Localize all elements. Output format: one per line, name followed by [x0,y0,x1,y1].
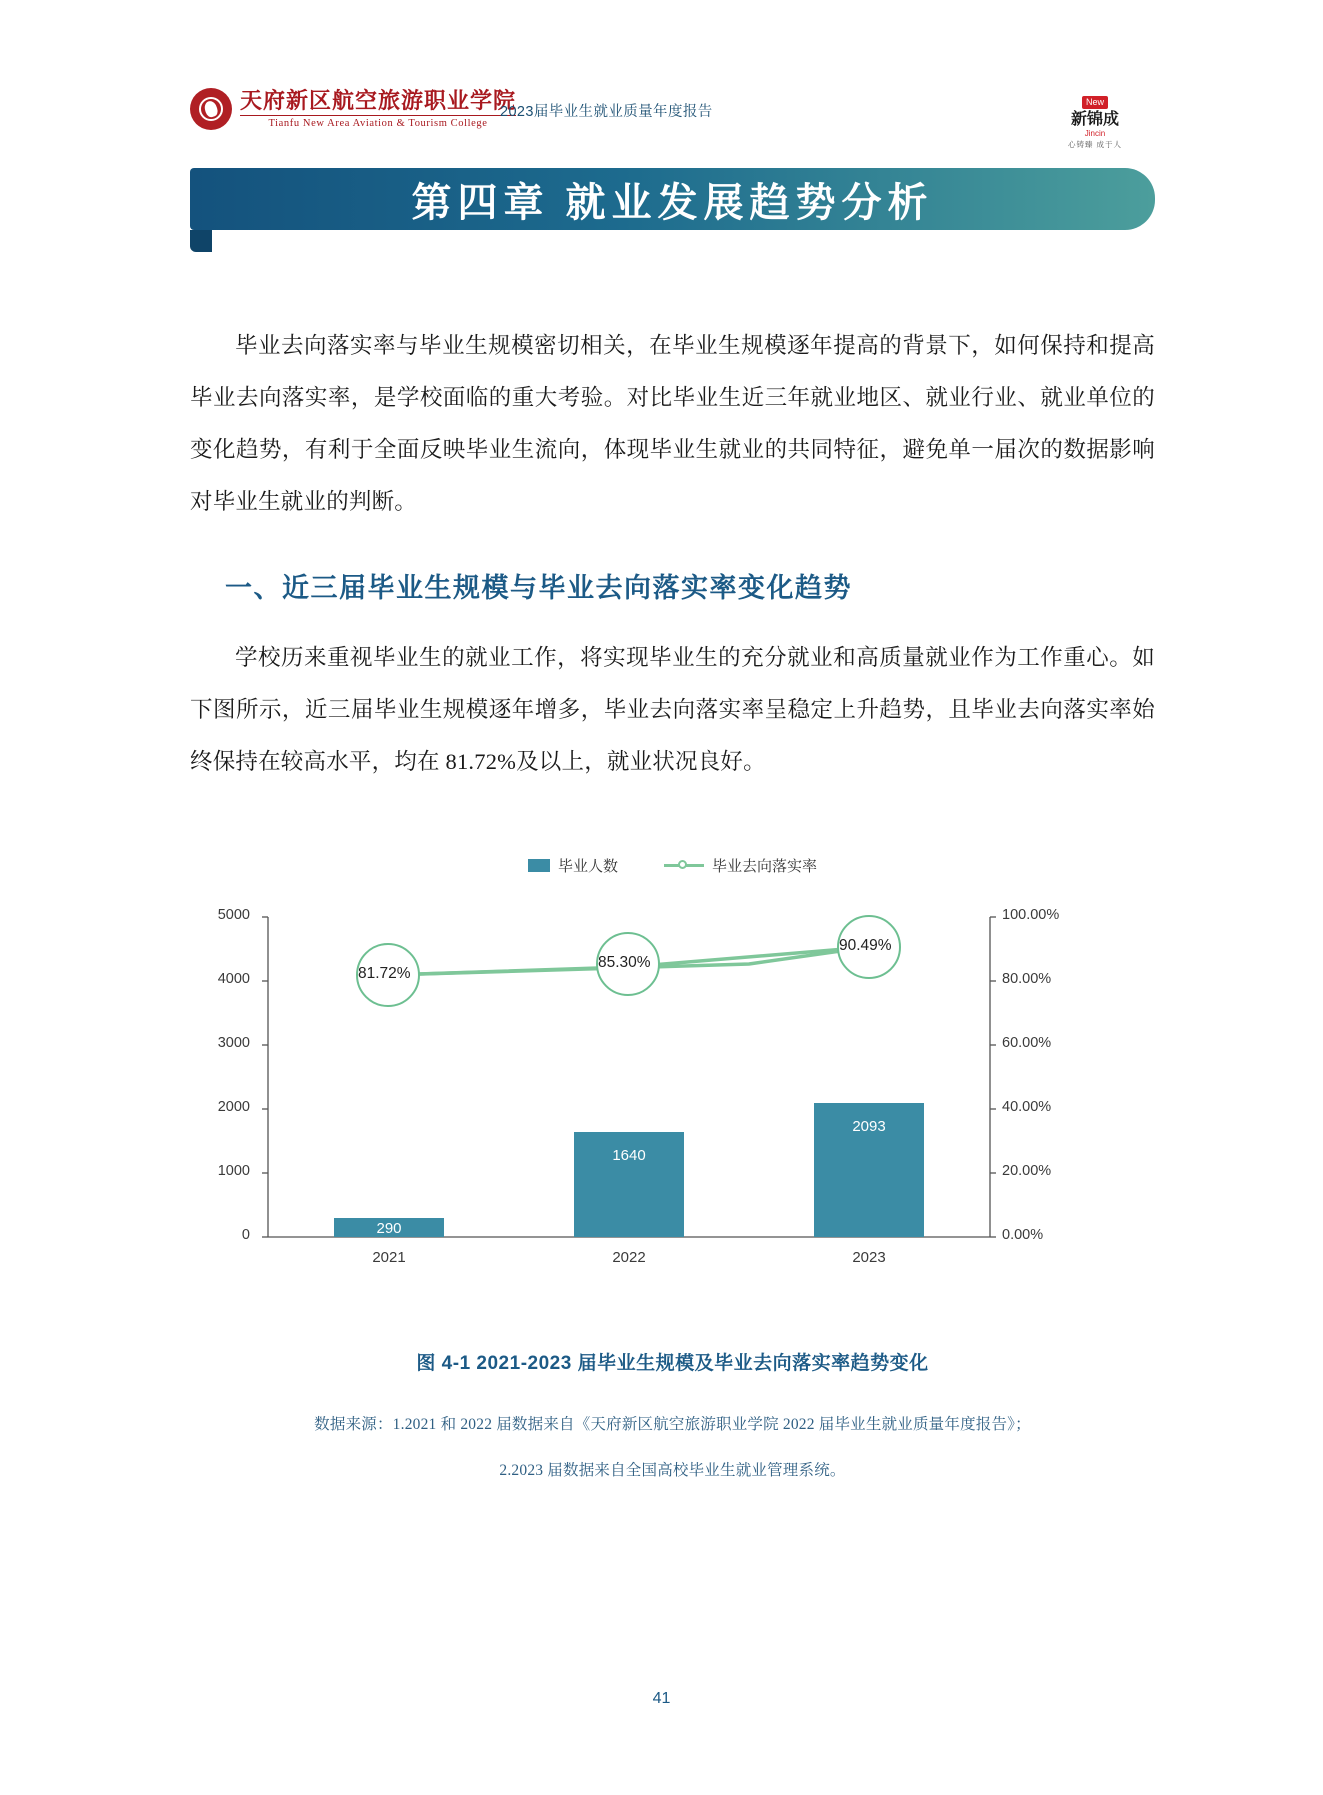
y-axis-right-tick-60: 60.00% [1002,1035,1052,1051]
legend-line-label: 毕业去向落实率 [712,858,818,875]
section-heading: 一、近三届毕业生规模与毕业去向落实率变化趋势 [225,573,852,603]
y-axis-right-tick-80: 80.00% [1002,971,1052,987]
bar-value-2023: 2093 [852,1118,886,1135]
bar-value-2021: 290 [376,1220,402,1237]
line-label-2021: 81.72% [358,965,411,982]
figure-caption: 图 4-1 2021-2023 届毕业生规模及毕业去向落实率趋势变化 [416,1353,929,1374]
school-seal-icon [190,88,232,130]
chart-legend [190,855,1155,876]
chapter-banner [190,168,1155,230]
school-name-cn: 天府新区航空旅游职业学院 [240,87,517,113]
y-axis-right-tick-40: 40.00% [1002,1099,1052,1115]
bar-value-2022: 1640 [612,1147,646,1164]
chart-container [190,855,1155,1285]
y-axis-left-tick-5000: 5000 [217,907,250,923]
vendor-slogan: 心铸臻 成于人 [1067,140,1123,150]
y-axis-left-tick-3000: 3000 [217,1035,250,1051]
vendor-badge-top: New [1082,96,1108,109]
chart-plot [190,907,1155,1285]
y-axis-left-tick-2000: 2000 [217,1099,250,1115]
y-axis-right-tick-0: 0.00% [1002,1227,1044,1243]
chapter-title: 第四章 就业发展趋势分析 [411,179,934,225]
line-label-2022: 85.30% [598,954,651,971]
figure-source-line-1: 数据来源：1.2021 和 2022 届数据来自《天府新区航空旅游职业学院 2022 届毕业生就业质量年度报告》； [314,1416,1031,1433]
page-header [190,87,1140,150]
y-axis-left-tick-0: 0 [241,1227,250,1243]
legend-bar-label: 毕业人数 [557,858,618,875]
y-axis-left-tick-1000: 1000 [217,1163,250,1179]
intro-paragraph: 毕业去向落实率与毕业生规模密切相关，在毕业生规模逐年提高的背景下，如何保持和提高毕业去向落实率，是学校面临的重大考验。对比毕业生近三年就业地区、就业行业、就业单位的变化趋势，有利于全面反映毕业生流向，体现毕业生就业的共同特征，避免单一届次的数据影响对毕业生就业的判断。 [190,333,1155,514]
vendor-name-en: Jincin [1084,128,1106,138]
banner-tail-decoration [190,230,212,252]
page-number: 41 [652,1690,671,1707]
figure-source-line-2: 2.2023 届数据来自全国高校毕业生就业管理系统。 [499,1462,846,1479]
x-axis-label-2021: 2021 [372,1249,406,1266]
report-title: 2023届毕业生就业质量年度报告 [500,104,713,120]
legend-item-line [664,855,817,876]
line-label-2023: 90.49% [839,937,892,954]
school-logo [190,88,516,130]
vendor-name-cn: 新锦成 [1070,111,1119,128]
school-name-en: Tianfu New Area Aviation & Tourism College [240,115,516,129]
y-axis-right-tick-20: 20.00% [1002,1163,1052,1179]
vendor-logo [1050,92,1140,150]
y-axis-left-tick-4000: 4000 [217,971,250,987]
legend-line-swatch-icon [664,864,704,867]
x-axis-label-2022: 2022 [612,1249,646,1266]
section-body-paragraph: 学校历来重视毕业生的就业工作，将实现毕业生的充分就业和高质量就业作为工作重心。如下图所示，近三届毕业生规模逐年增多，毕业去向落实率呈稳定上升趋势，且毕业去向落实率始终保持在较高水平，均在 81.72%及以上，就业状况良好。 [190,645,1155,774]
x-axis-label-2023: 2023 [852,1249,886,1266]
y-axis-right-tick-100: 100.00% [1002,907,1060,923]
legend-bar-swatch-icon [528,859,550,872]
legend-item-bar [528,855,618,876]
